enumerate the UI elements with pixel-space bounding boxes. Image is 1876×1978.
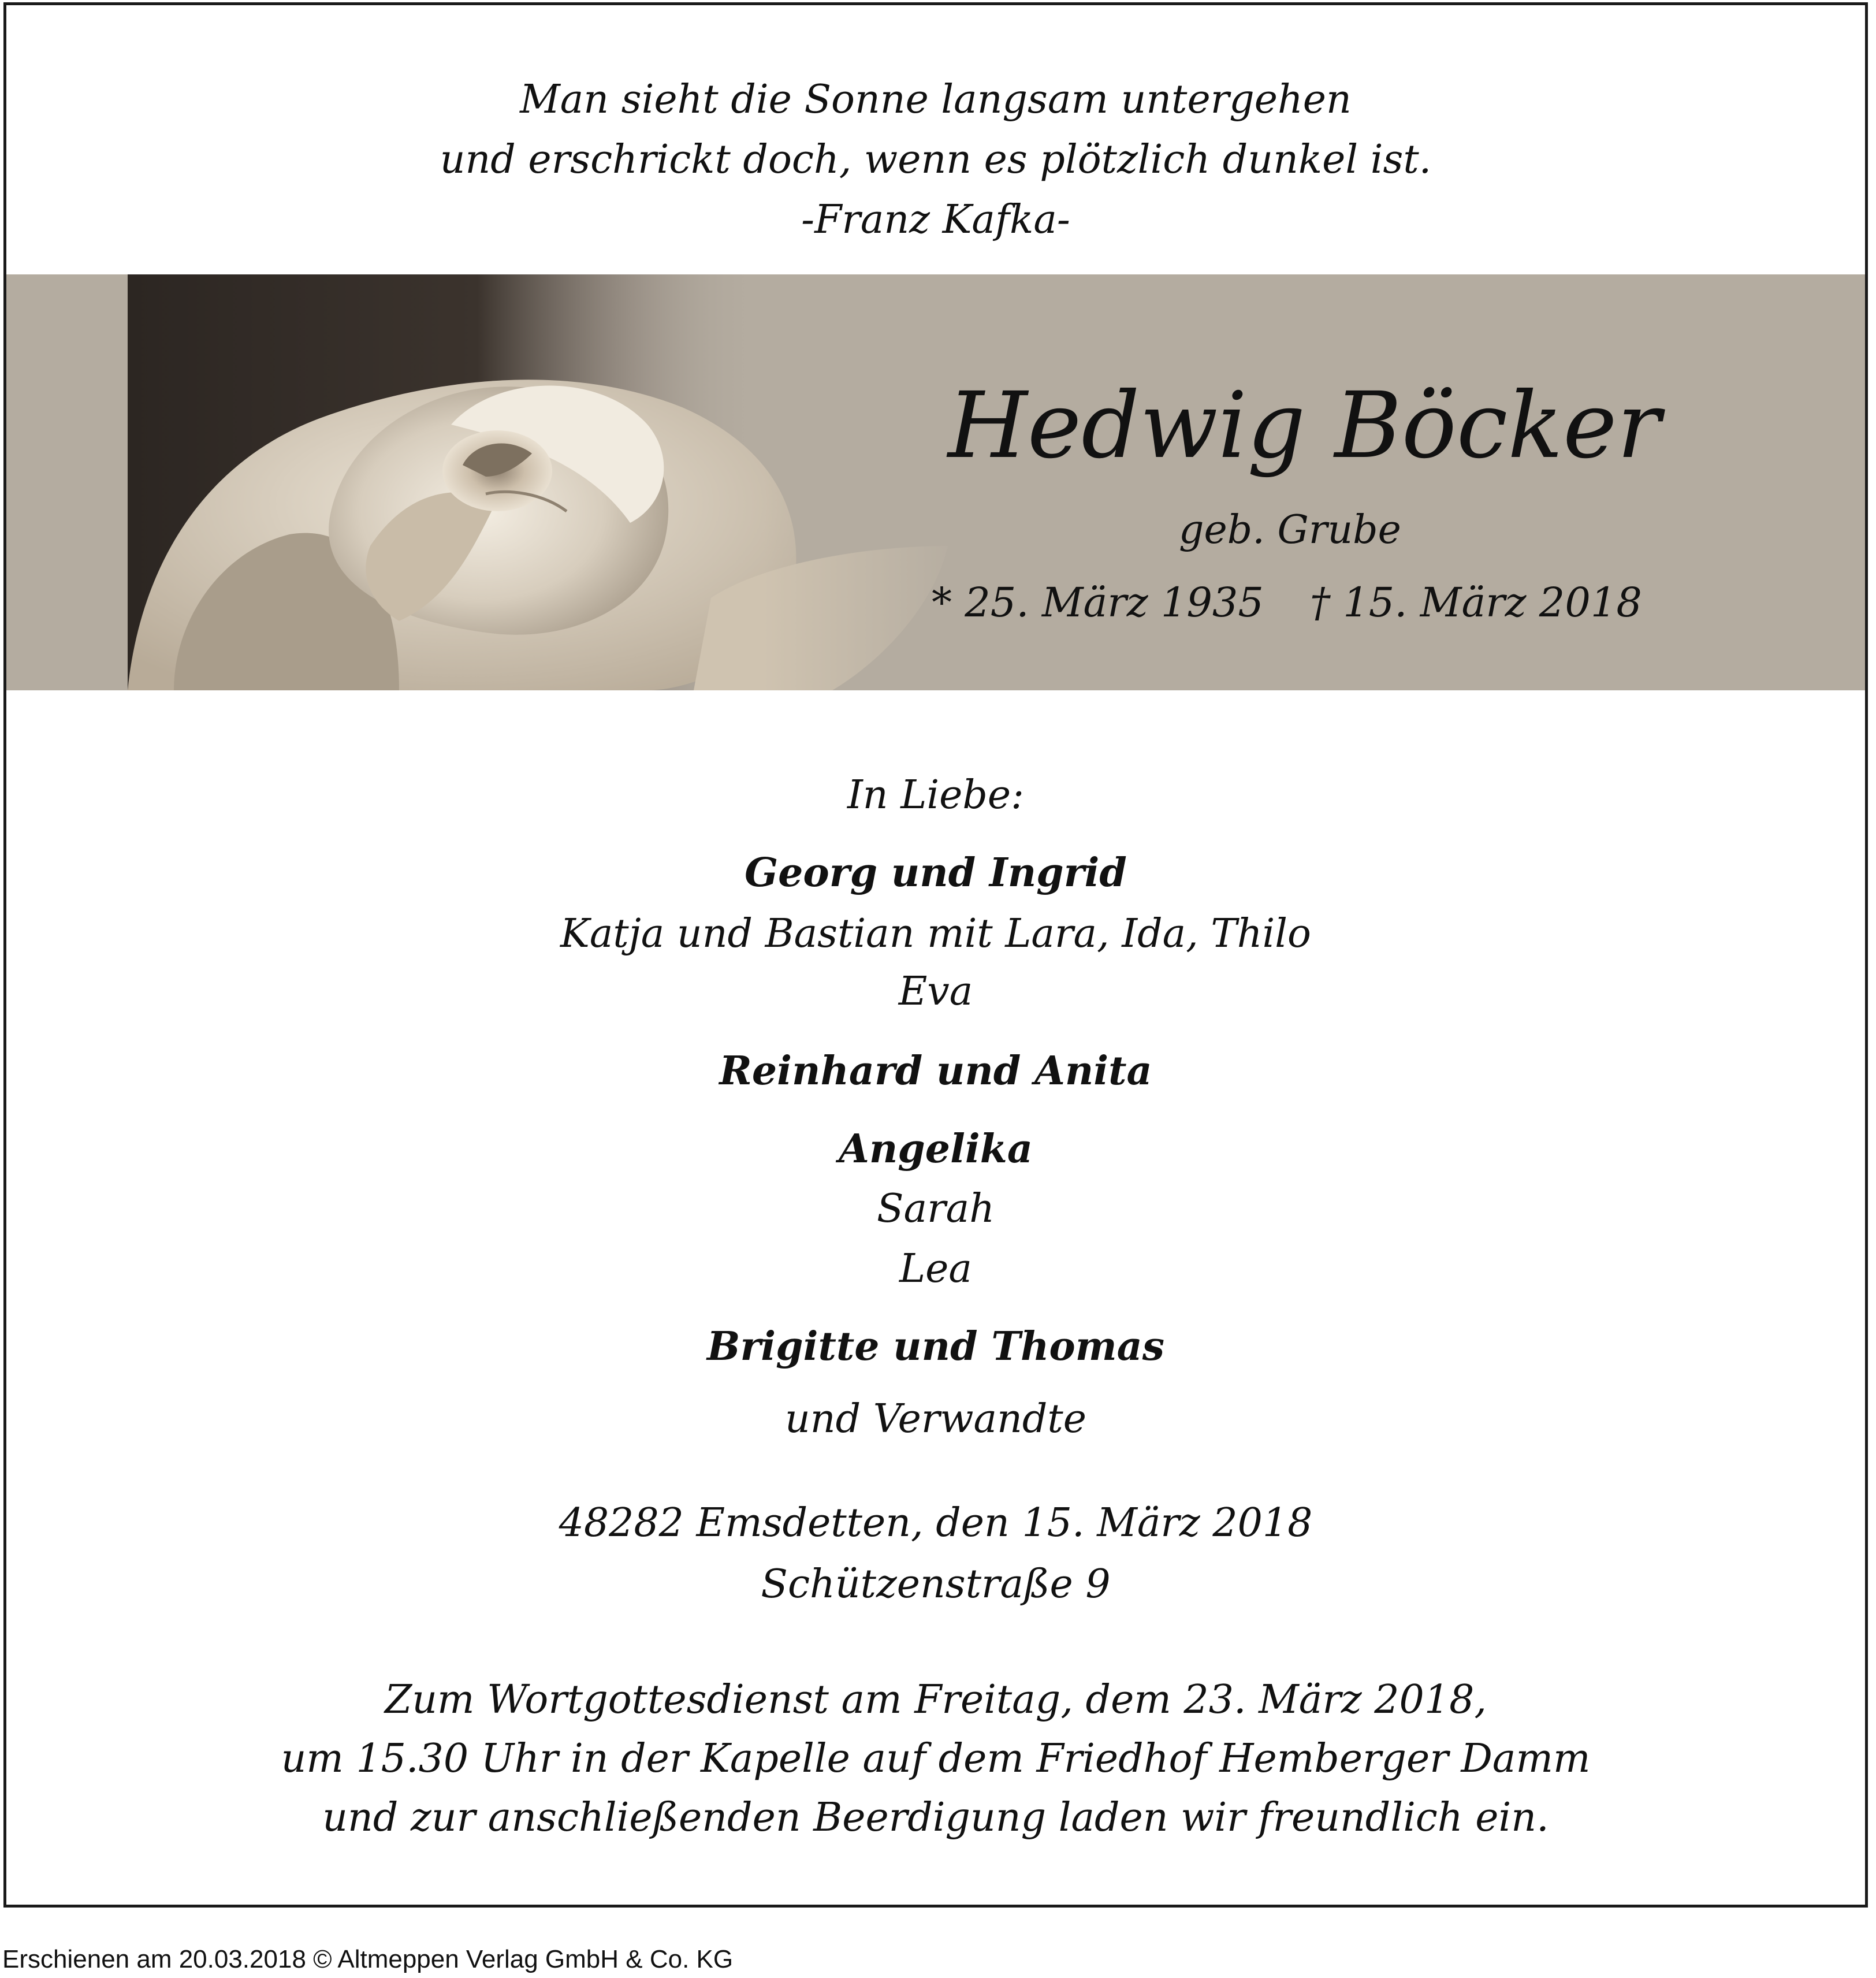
- rose-image: [128, 274, 965, 690]
- birth-date: * 25. März 1935: [932, 579, 1264, 626]
- deceased-name: Hedwig Böcker: [948, 373, 1661, 479]
- life-dates: [932, 576, 1642, 629]
- kafka-quote: [6, 70, 1865, 250]
- family-1-line-1: Katja und Bastian mit Lara, Ida, Thilo: [560, 911, 1311, 957]
- family-3-line-1: Sarah: [877, 1186, 995, 1232]
- quote-line-2: und erschrickt doch, wenn es plötzlich dunkel ist.: [440, 137, 1432, 183]
- obituary-notice: [3, 2, 1868, 1908]
- family-1-head: Georg und Ingrid: [745, 850, 1127, 896]
- service-line-2: um 15.30 Uhr in der Kapelle auf dem Friedhof Hemberger Damm: [281, 1736, 1591, 1782]
- death-date: † 15. März 2018: [1309, 579, 1642, 626]
- service-line-1: Zum Wortgottesdienst am Freitag, dem 23. März 2018,: [385, 1677, 1487, 1723]
- quote-line-1: Man sieht die Sonne langsam untergehen: [520, 77, 1352, 122]
- family-1-line-2: Eva: [898, 969, 973, 1014]
- place-date: 48282 Emsdetten, den 15. März 2018: [559, 1500, 1313, 1546]
- quote-author: -Franz Kafka-: [801, 197, 1070, 243]
- birth-name: geb. Grube: [1179, 507, 1401, 553]
- mourners-intro: In Liebe:: [847, 772, 1025, 818]
- publication-footer: Erschienen am 20.03.2018 © Altmeppen Verlag GmbH & Co. KG: [2, 1945, 734, 1973]
- service-line-3: und zur anschließenden Beerdigung laden wir freundlich ein.: [322, 1795, 1549, 1841]
- family-2-head: Reinhard und Anita: [719, 1048, 1152, 1094]
- relatives-line: und Verwandte: [785, 1396, 1086, 1442]
- family-4-head: Brigitte und Thomas: [706, 1323, 1165, 1370]
- street-address: Schützenstraße 9: [761, 1561, 1111, 1607]
- family-3-head: Angelika: [839, 1126, 1033, 1172]
- family-3-line-2: Lea: [899, 1246, 972, 1292]
- photo-banner: [6, 274, 1865, 690]
